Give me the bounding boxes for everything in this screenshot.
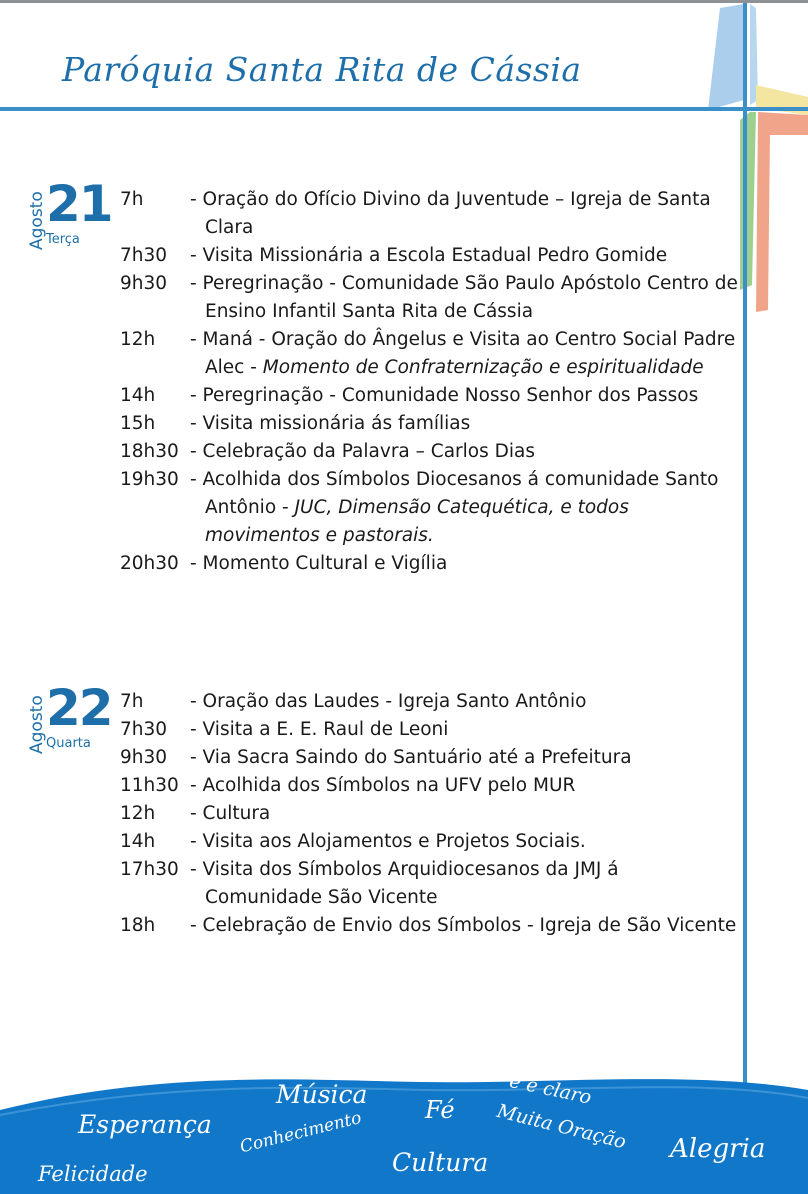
- entry-description: - Peregrinação - Comunidade Nosso Senhor dos Passos: [190, 385, 699, 406]
- entry-description: - Visita aos Alojamentos e Projetos Sociais.: [190, 831, 586, 852]
- entry-description: - Momento Cultural e Vigília: [190, 553, 448, 574]
- entry-time: 7h: [120, 189, 144, 210]
- entry-description: - Acolhida dos Símbolos na UFV pelo MUR: [190, 775, 576, 796]
- entry-description: - Via Sacra Saindo do Santuário até a Prefeitura: [190, 747, 632, 768]
- entry-time: 11h30: [120, 775, 179, 796]
- entry-time: 14h: [120, 831, 156, 852]
- entry-description: - Visita missionária ás famílias: [190, 413, 471, 434]
- entry-description: - Peregrinação - Comunidade São Paulo Apóstolo Centro de Ensino Infantil Santa Rita de Cássia: [190, 273, 738, 322]
- schedule-entry: [120, 828, 740, 856]
- entry-time: 15h: [120, 413, 156, 434]
- entry-description: - Visita Missionária a Escola Estadual Pedro Gomide: [190, 245, 668, 266]
- entry-time: 14h: [120, 385, 156, 406]
- entry-description: - Celebração de Envio dos Símbolos - Igreja de São Vicente: [190, 915, 737, 936]
- schedule-entry: [120, 186, 740, 242]
- footer-word: Alegria: [670, 1134, 766, 1164]
- schedule-entry: [120, 744, 740, 772]
- top-border: [0, 0, 808, 3]
- entry-time: 9h30: [120, 747, 168, 768]
- entry-description: - Maná - Oração do Ângelus e Visita ao Centro Social Padre Alec - Momento de Confraternização e espiritualidade: [190, 329, 736, 378]
- footer-word: e é claro: [507, 1070, 594, 1109]
- schedule-list: [120, 688, 740, 940]
- day-number: 22: [46, 679, 112, 737]
- schedule-entry: [120, 550, 740, 578]
- day-month: Agosto: [27, 695, 47, 754]
- entry-time: 20h30: [120, 553, 179, 574]
- entry-description: - Celebração da Palavra – Carlos Dias: [190, 441, 535, 462]
- title-rule: [0, 107, 808, 111]
- entry-time: 19h30: [120, 469, 179, 490]
- page-title: Paróquia Santa Rita de Cássia: [62, 50, 582, 89]
- schedule-entry: [120, 326, 740, 382]
- entry-description: - Cultura: [190, 803, 271, 824]
- schedule-entry: [120, 772, 740, 800]
- day-number: 21: [46, 175, 112, 233]
- day-badge: [20, 175, 120, 260]
- footer-word: Conhecimento: [238, 1107, 364, 1158]
- entry-time: 7h30: [120, 719, 168, 740]
- entry-time: 12h: [120, 803, 156, 824]
- schedule-entry: [120, 800, 740, 828]
- schedule-entry: [120, 716, 740, 744]
- day-month: Agosto: [27, 191, 47, 250]
- schedule-entry: [120, 856, 740, 912]
- entry-description: - Visita dos Símbolos Arquidiocesanos da JMJ á Comunidade São Vicente: [190, 859, 619, 908]
- footer-word: Muita Oração: [494, 1100, 629, 1154]
- day-weekday: Quarta: [46, 736, 91, 751]
- entry-time: 7h30: [120, 245, 168, 266]
- footer-word: Felicidade: [38, 1162, 148, 1186]
- entry-description: - Visita a E. E. Raul de Leoni: [190, 719, 449, 740]
- entry-time: 9h30: [120, 273, 168, 294]
- day-badge: [20, 679, 120, 764]
- footer-word: Fé: [425, 1096, 455, 1124]
- schedule-entry: [120, 438, 740, 466]
- vertical-rule: [743, 3, 747, 1113]
- schedule-entry: [120, 382, 740, 410]
- schedule-entry: [120, 688, 740, 716]
- schedule-list: [120, 186, 740, 578]
- footer-word: Cultura: [392, 1148, 489, 1177]
- entry-time: 17h30: [120, 859, 179, 880]
- footer-word: Música: [276, 1080, 368, 1109]
- schedule-entry: [120, 242, 740, 270]
- day-weekday: Terça: [46, 232, 80, 247]
- entry-time: 7h: [120, 691, 144, 712]
- schedule-entry: [120, 912, 740, 940]
- entry-description: - Oração das Laudes - Igreja Santo Antônio: [190, 691, 587, 712]
- schedule-entry: [120, 466, 740, 550]
- entry-time: 18h30: [120, 441, 179, 462]
- schedule-entry: [120, 270, 740, 326]
- entry-time: 12h: [120, 329, 156, 350]
- footer-word: Esperança: [78, 1110, 212, 1139]
- entry-description: - Acolhida dos Símbolos Diocesanos á comunidade Santo Antônio - JUC, Dimensão Catequética, e todos movimentos e pastorais.: [190, 469, 719, 546]
- schedule-entry: [120, 410, 740, 438]
- entry-description: - Oração do Ofício Divino da Juventude – Igreja de Santa Clara: [190, 189, 711, 238]
- entry-time: 18h: [120, 915, 156, 936]
